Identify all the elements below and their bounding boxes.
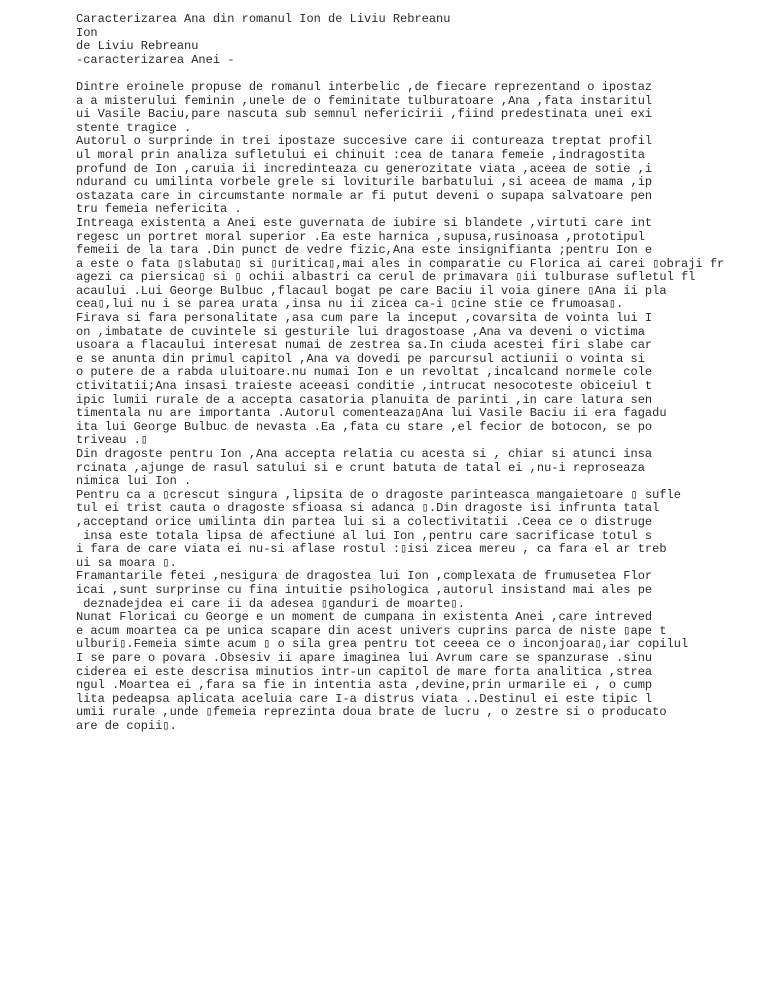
body-text-line: rcinata ,ajunge de rasul satului si e crunt batuta de tatal ei ,nu-i reproseaza: [76, 460, 645, 475]
body-text-line: ciderea ei este descrisa minutios intr-un capitol de mare forta analitica ,strea: [76, 664, 653, 679]
body-text-line: ul moral prin analiza sufletului ei chinuit :cea de tanara femeie ,indragostita: [76, 147, 645, 162]
body-text-line: ostazata care in circumstante normale ar fi putut deveni o supapa salvatoare pen: [76, 188, 653, 203]
blank-line: [76, 67, 768, 81]
body-text-line: Intreaga existenta a Anei este guvernata de iubire si blandete ,virtuti care int: [76, 215, 653, 230]
body-text-line: agezi ca piersica▯ si ▯ ochii albastri ca cerul de primavara ▯ii tulburase sufletul fl: [76, 270, 696, 285]
body-text-line: a este o fata ▯slabuta▯ si ▯uritica▯,mai ales in comparatie cu Florica ai carei ▯obraji fr: [76, 256, 725, 271]
body-text-line: Dintre eroinele propuse de romanul interbelic ,de fiecare reprezentand o ipostaz: [76, 79, 653, 94]
body-text-line: Framantarile fetei ,nesigura de dragostea lui Ion ,complexata de frumusetea Flor: [76, 569, 653, 584]
body-text-line: on ,imbatate de cuvintele si gesturile lui dragostoase ,Ana va deveni o victima: [76, 324, 645, 339]
body-text-line: o putere de a rabda uluitoare.nu numai Ion e un revoltat ,incalcand normele cole: [76, 365, 653, 380]
body-text-line: ita lui George Bulbuc de nevasta .Ea ,fata cu stare ,el fecior de botocon, se po: [76, 419, 653, 434]
body-text-line: tul ei trist cauta o dragoste sfioasa si adanca ▯.Din dragoste isi infrunta tatal: [76, 501, 660, 516]
body-text-line: ipic lumii rurale de a accepta casatoria planuita de parinti ,in care latura sen: [76, 392, 653, 407]
body-text-line: e acum moartea ca pe unica scapare din acest univers cuprins parca de niste ▯ape t: [76, 623, 667, 638]
subtitle: -caracterizarea Anei -: [76, 52, 235, 67]
body-text-line: ,acceptand orice umilinta din partea lui si a colectivitatii .Ceea ce o distruge: [76, 514, 653, 529]
body-text-line: triveau .▯: [76, 433, 149, 448]
body-text-line: ndurand cu umilinta vorbele grele si loviturile barbatului ,si aceea de mama ,ip: [76, 175, 653, 190]
body-text-line: umii rurale ,unde ▯femeia reprezinta doua brate de lucru , o zestre si o producato: [76, 705, 667, 720]
body-text-line: Nunat Floricai cu George e un moment de cumpana in existenta Anei ,care intreved: [76, 610, 653, 625]
body-text-line: timentala nu are importanta .Autorul comenteaza▯Ana lui Vasile Baciu ii era fagadu: [76, 406, 667, 421]
body-text-line: Autorul o surprinde in trei ipostaze succesive care ii contureaza treptat profil: [76, 134, 653, 149]
body-text-line: femeii de la tara .Din punct de vedre fizic,Ana este insignifianta ;pentru Ion e: [76, 243, 653, 258]
body-text-line: e se anunta din primul capitol ,Ana va dovedi pe parcursul actiunii o vointa si: [76, 351, 645, 366]
body-text-line: stente tragice .: [76, 120, 192, 135]
body-text-line: I se pare o povara .Obsesiv ii apare imaginea lui Avrum care se spanzurase .sinu: [76, 650, 653, 665]
body-text-line: deznadejdea ei care ii da adesea ▯ganduri de moarte▯.: [76, 596, 465, 611]
body-text-line: ui sa moara ▯.: [76, 555, 177, 570]
document-body: [76, 81, 768, 734]
body-text-line: usoara a flacaului interesat numai de zestrea sa.In ciuda acestei firi slabe car: [76, 338, 653, 353]
body-text-line: nimica lui Ion .: [76, 474, 192, 489]
body-text-line: tru femeia nefericita .: [76, 202, 242, 217]
body-text-line: a a misterului feminin ,unele de o feminitate tulburatoare ,Ana ,fata instaritul: [76, 93, 653, 108]
novel-title: Ion: [76, 25, 98, 40]
body-text-line: Firava si fara personalitate ,asa cum pare la inceput ,covarsita de vointa lui I: [76, 311, 653, 326]
body-text-line: acaului .Lui George Bulbuc ,flacaul bogat pe care Baciu il voia ginere ▯Ana ii pla: [76, 283, 667, 298]
body-text-line: ui Vasile Baciu,pare nascuta sub semnul nefericirii ,fiind predestinata unei exi: [76, 107, 653, 122]
body-text-line: insa este totala lipsa de afectiune al lui Ion ,pentru care sacrificase totul s: [76, 528, 653, 543]
body-text-line: cea▯,lui nu i se parea urata ,insa nu ii zicea ca-i ▯cine stie ce frumoasa▯.: [76, 297, 624, 312]
body-text-line: are de copii▯.: [76, 718, 177, 733]
body-text-line: Pentru ca a ▯crescut singura ,lipsita de o dragoste parinteasca mangaietoare ▯ sufle: [76, 487, 681, 502]
document-page: [76, 13, 768, 733]
body-text-line: regesc un portret moral superior .Ea este harnica ,supusa,rusinoasa ,prototipul: [76, 229, 645, 244]
author-line: de Liviu Rebreanu: [76, 39, 199, 54]
body-text-line: icai ,sunt surprinse cu fina intuitie psihologica ,autorul insistand mai ales pe: [76, 582, 653, 597]
body-text-line: lita pedeapsa aplicata aceluia care I-a distrus viata ..Destinul ei este tipic l: [76, 691, 653, 706]
body-text-line: profund de Ion ,caruia ii incredinteaza cu generozitate viata ,aceea de sotie ,i: [76, 161, 653, 176]
body-text-line: ngul .Moartea ei ,fara sa fie in intentia asta ,devine,prin urmarile ei , o cump: [76, 678, 653, 693]
body-text-line: ulburi▯.Femeia simte acum ▯ o sila grea pentru tot ceeea ce o inconjoara▯,iar copilul: [76, 637, 689, 652]
body-text-line: ctivitatii;Ana insasi traieste aceeasi conditie ,intrucat nesocoteste obiceiul t: [76, 379, 653, 394]
document-header: [76, 13, 768, 67]
body-text-line: i fara de care viata ei nu-si aflase rostul :▯isi zicea mereu , ca fara el ar treb: [76, 542, 667, 557]
document-title: Caracterizarea Ana din romanul Ion de Liviu Rebreanu: [76, 12, 451, 26]
body-text-line: Din dragoste pentru Ion ,Ana accepta relatia cu acesta si , chiar si atunci insa: [76, 447, 653, 461]
